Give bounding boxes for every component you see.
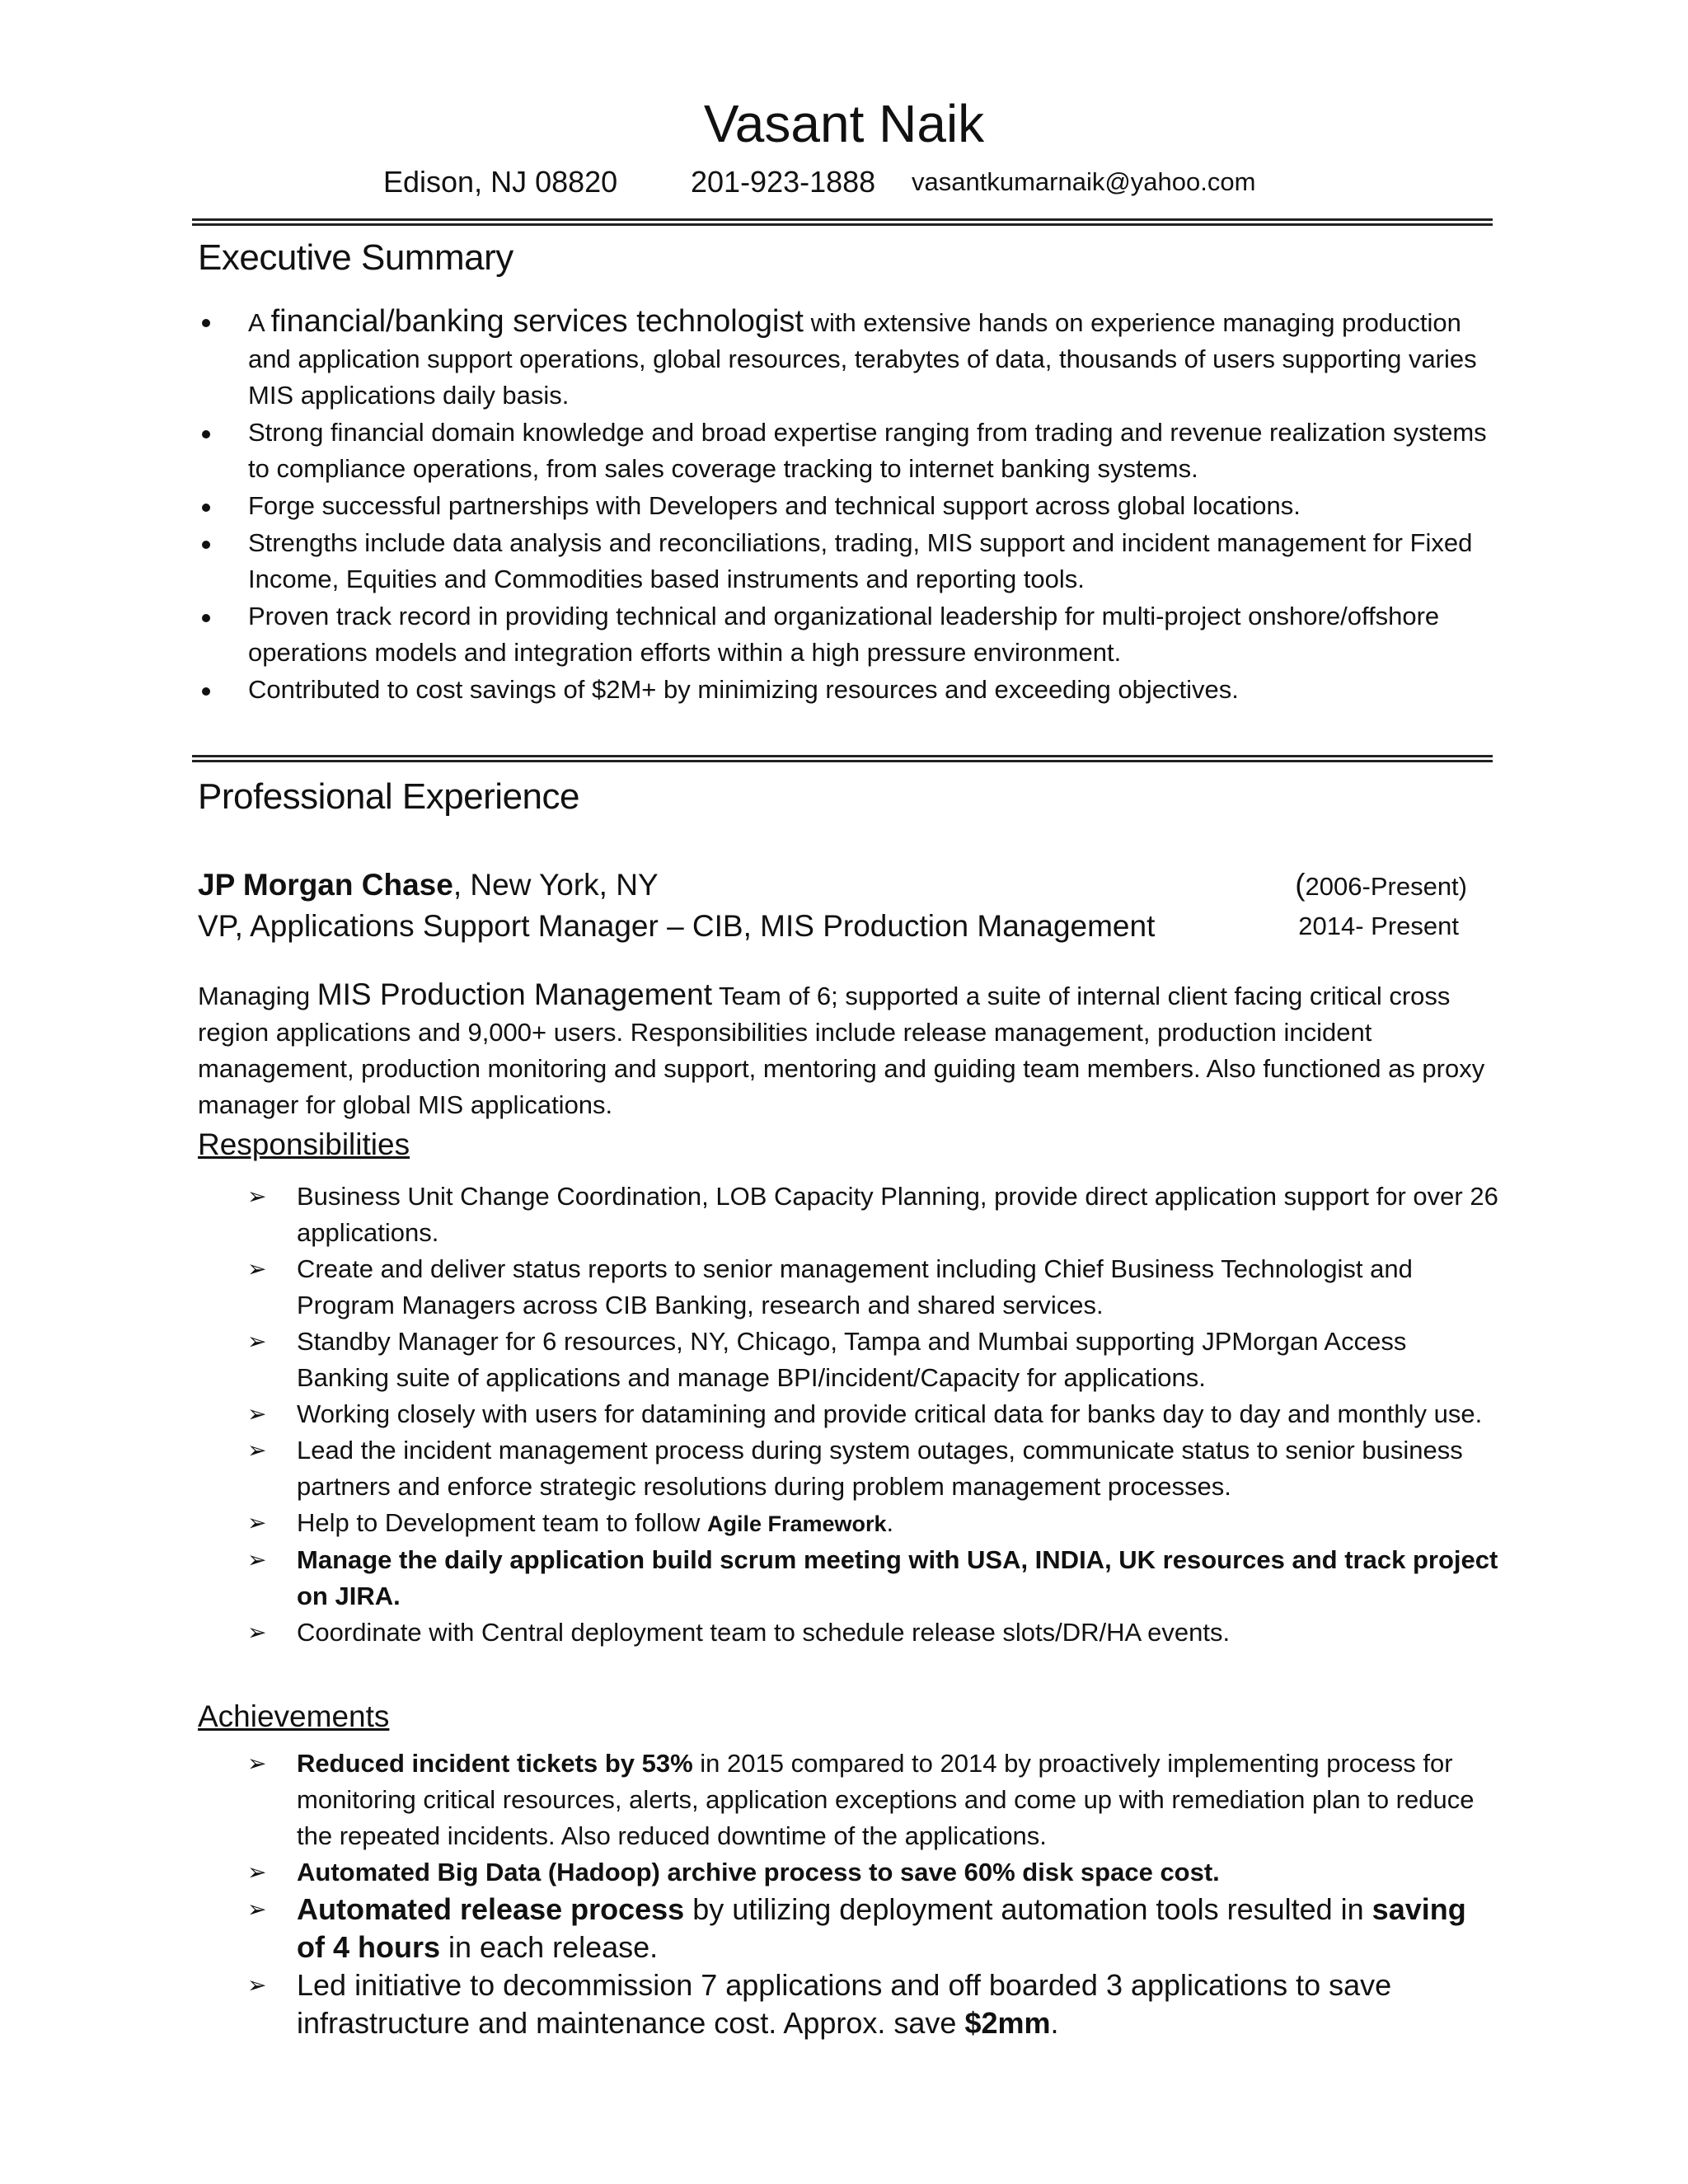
arrow-bullet-icon: ➢ — [247, 1256, 267, 1282]
responsibilities-title: Responsibilities — [198, 1127, 410, 1161]
role-dates: 2014- Present — [1298, 912, 1459, 940]
contact-phone: 201-923-1888 — [691, 165, 876, 199]
item-text: with extensive hands on experience managing production and application support operations, global resources, terabytes of data, thousands of users supporting varies MIS applications daily basis. — [248, 308, 1477, 410]
arrow-bullet-icon: ➢ — [247, 1896, 267, 1922]
professional-experience-title: Professional Experience — [198, 776, 579, 817]
executive-summary-list — [198, 303, 1492, 709]
item-text: . — [1050, 2006, 1059, 2040]
company-name — [198, 868, 659, 902]
list-item: Proven track record in providing technical and organizational leadership for multi-project onshore/offshore operations models and integration efforts within a high pressure environment. — [198, 598, 1492, 671]
item-highlight: Agile Framework — [706, 1511, 887, 1536]
list-item — [198, 1324, 1500, 1396]
achievements-title: Achievements — [198, 1699, 390, 1733]
arrow-bullet-icon: ➢ — [247, 1859, 267, 1885]
item-text: by utilizing deployment automation tools resulted in — [684, 1892, 1372, 1926]
arrow-bullet-icon: ➢ — [247, 1619, 267, 1645]
list-item — [198, 303, 1492, 414]
item-text: Coordinate with Central deployment team to schedule release slots/DR/HA events. — [297, 1618, 1231, 1647]
list-item — [198, 1542, 1500, 1615]
arrow-bullet-icon: ➢ — [247, 1183, 267, 1209]
list-item — [198, 1432, 1500, 1505]
list-item — [198, 1966, 1500, 2042]
item-highlight: saving of 4 hours — [297, 1892, 1466, 1964]
list-item — [198, 1396, 1500, 1432]
list-item — [198, 1179, 1500, 1251]
item-text: in each release. — [440, 1930, 659, 1964]
description-highlight: MIS Production Management — [316, 977, 712, 1011]
item-text: Business Unit Change Coordination, LOB Capacity Planning, provide direct application support for over 26 applications. — [297, 1182, 1498, 1247]
list-item — [198, 1505, 1500, 1542]
role-description — [198, 977, 1492, 1123]
contact-city: Edison, NJ 08820 — [383, 165, 618, 199]
responsibilities-list — [198, 1179, 1500, 1651]
arrow-bullet-icon: ➢ — [247, 1437, 267, 1463]
list-item: Forge successful partnerships with Developers and technical support across global locations. — [198, 488, 1492, 524]
item-text: A — [248, 308, 271, 337]
achievements-list — [198, 1746, 1500, 2042]
divider-top — [192, 218, 1493, 226]
list-item — [198, 1891, 1500, 1966]
description-text: Managing — [198, 982, 317, 1010]
list-item: Strong financial domain knowledge and broad expertise ranging from trading and revenue realization systems to compliance operations, from sales coverage tracking to internet banking systems. — [198, 415, 1492, 487]
list-item — [198, 1615, 1500, 1651]
arrow-bullet-icon: ➢ — [247, 1510, 267, 1535]
item-text: in 2015 compared to 2014 by proactively implementing process for monitoring critical resources, alerts, application exceptions and come up with remediation plan to reduce the repeated incidents. Also reduced downtime of the applications. — [297, 1749, 1475, 1850]
dates-paren: ( — [1295, 868, 1306, 902]
executive-summary-title: Executive Summary — [198, 237, 513, 278]
item-text: Help to Development team to follow — [297, 1508, 707, 1537]
item-text: Working closely with users for datamining and provide critical data for banks day to day and monthly use. — [297, 1399, 1483, 1428]
role-row — [198, 905, 1459, 948]
item-highlight: financial/banking services technologist — [270, 304, 804, 339]
description-text: Team of 6; supported a suite of internal client facing critical cross region applications and 9,000+ users. Responsibilities include release management, production incident management, production monitoring and support, mentoring and guiding team members. Also functioned as proxy manager for global MIS applications. — [198, 982, 1485, 1119]
list-item — [198, 1251, 1500, 1324]
list-item: Strengths include data analysis and reconciliations, trading, MIS support and incident management for Fixed Income, Equities and Commodities based instruments and reporting tools. — [198, 525, 1492, 598]
company-dates — [1295, 868, 1467, 902]
item-text: Led initiative to decommission 7 applications and off boarded 3 applications to save infrastructure and maintenance cost. Approx. save — [297, 1968, 1392, 2040]
arrow-bullet-icon: ➢ — [247, 1329, 267, 1354]
item-text: Manage the daily application build scrum meeting with USA, INDIA, UK resources and track project on JIRA. — [297, 1545, 1498, 1610]
item-text: Automated Big Data (Hadoop) archive process to save 60% disk space cost. — [297, 1858, 1220, 1886]
item-highlight: $2mm — [964, 2006, 1051, 2040]
contact-line — [383, 161, 1255, 204]
list-item — [198, 1854, 1500, 1891]
company-title: JP Morgan Chase — [198, 868, 453, 902]
arrow-bullet-icon: ➢ — [247, 1547, 267, 1572]
list-item: Contributed to cost savings of $2M+ by minimizing resources and exceeding objectives. — [198, 672, 1492, 708]
item-text: Create and deliver status reports to senior management including Chief Business Technologist and Program Managers across CIB Banking, research and shared services. — [297, 1254, 1413, 1319]
arrow-bullet-icon: ➢ — [247, 1972, 267, 1998]
item-highlight: Reduced incident tickets by 53% — [297, 1749, 693, 1778]
arrow-bullet-icon: ➢ — [247, 1750, 267, 1776]
item-text: Lead the incident management process during system outages, communicate status to senior business partners and enforce strategic resolutions during problem management processes. — [297, 1436, 1463, 1501]
role-title: VP, Applications Support Manager – CIB, MIS Production Management — [198, 909, 1156, 943]
divider-middle — [192, 755, 1493, 762]
item-text: Standby Manager for 6 resources, NY, Chicago, Tampa and Mumbai supporting JPMorgan Access Banking suite of applications and manage BPI/incident/Capacity for applications. — [297, 1327, 1407, 1392]
dates-text: 2006-Present) — [1305, 872, 1467, 901]
company-location: , New York, NY — [452, 868, 659, 902]
candidate-name: Vasant Naik — [703, 94, 985, 153]
contact-email: vasantkumarnaik@yahoo.com — [912, 167, 1256, 196]
arrow-bullet-icon: ➢ — [247, 1401, 267, 1427]
item-highlight: Automated release process — [297, 1892, 685, 1926]
list-item — [198, 1746, 1500, 1854]
item-text: . — [886, 1508, 894, 1537]
company-row — [198, 864, 1467, 907]
